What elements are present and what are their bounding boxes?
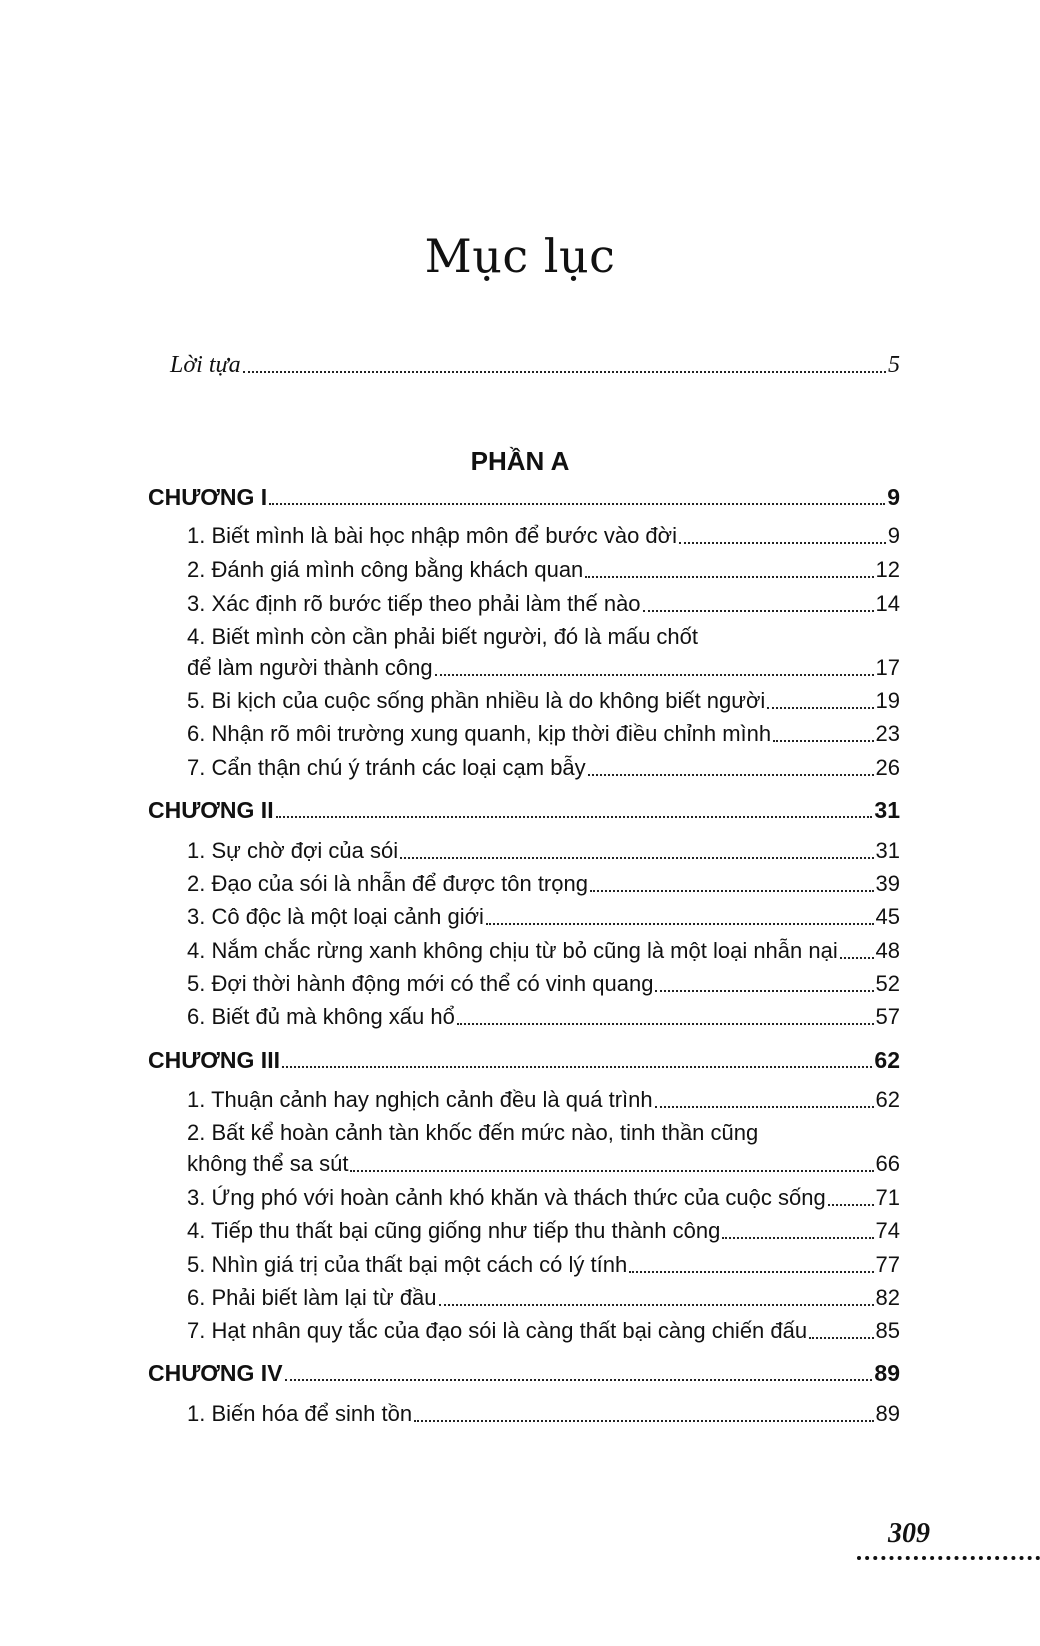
leader-dots <box>588 774 874 776</box>
leader-dots <box>285 1379 873 1381</box>
toc-entry[interactable] <box>187 1085 900 1115</box>
toc-entry[interactable] <box>187 1399 900 1429</box>
leader-dots <box>655 990 873 992</box>
toc-page: 48 <box>875 938 900 963</box>
toc-page: 66 <box>875 1151 900 1176</box>
leader-dots <box>590 890 874 892</box>
toc-label: 5. Bi kịch của cuộc sống phần nhiều là do không biết người <box>187 688 766 713</box>
leader-dots <box>773 740 873 742</box>
toc-label: 1. Biết mình là bài học nhập môn để bước vào đời <box>187 523 677 548</box>
toc-label: không thể sa sút <box>187 1151 349 1176</box>
part-heading: PHẦN A <box>470 446 570 476</box>
toc-page: 19 <box>875 688 900 713</box>
leader-dots <box>629 1271 873 1273</box>
leader-dots <box>828 1204 874 1206</box>
toc-page: 12 <box>875 557 900 582</box>
toc-page: 62 <box>875 1087 900 1112</box>
toc-entry[interactable] <box>187 936 900 966</box>
toc-entry[interactable] <box>187 753 900 783</box>
leader-dots <box>585 576 873 578</box>
toc-label: CHƯƠNG II <box>148 797 274 823</box>
toc-entry[interactable] <box>187 1283 900 1313</box>
toc-entry[interactable] <box>187 686 900 716</box>
toc-label: 4. Nắm chắc rừng xanh không chịu từ bỏ cũng là một loại nhẫn nại <box>187 938 838 963</box>
toc-entry[interactable] <box>187 521 900 551</box>
toc-page: 82 <box>875 1285 900 1310</box>
leader-dots <box>282 1066 872 1068</box>
toc-page: 14 <box>875 591 900 616</box>
toc-page: 62 <box>874 1047 900 1073</box>
toc-page: 77 <box>875 1252 900 1277</box>
toc-label: 2. Đánh giá mình công bằng khách quan <box>187 557 584 582</box>
toc-label: để làm người thành công <box>187 655 433 680</box>
footer-dots <box>857 1556 1040 1560</box>
toc-page: 9 <box>887 523 900 548</box>
toc-entry[interactable] <box>187 836 900 866</box>
toc-label: 4. Tiếp thu thất bại cũng giống như tiếp thu thành công <box>187 1218 721 1243</box>
leader-dots <box>414 1420 873 1422</box>
leader-dots <box>269 503 885 505</box>
leader-dots <box>439 1304 874 1306</box>
toc-entry[interactable] <box>187 869 900 899</box>
toc-page: 85 <box>875 1318 900 1343</box>
toc-page: 23 <box>875 721 900 746</box>
leader-dots <box>679 542 886 544</box>
toc-entry-line1[interactable]: 2. Bất kể hoàn cảnh tàn khốc đến mức nào, tinh thần cũng <box>187 1120 759 1145</box>
toc-page: 74 <box>875 1218 900 1243</box>
toc-page: 31 <box>874 797 900 823</box>
toc-entry[interactable] <box>187 1216 900 1246</box>
toc-label: 1. Biến hóa để sinh tồn <box>187 1401 413 1426</box>
leader-dots <box>276 816 873 818</box>
toc-label: 3. Cô độc là một loại cảnh giới <box>187 904 484 929</box>
toc-chapter-2[interactable] <box>148 795 900 825</box>
toc-page: 5 <box>888 352 900 378</box>
leader-dots <box>457 1023 874 1025</box>
toc-page: 57 <box>875 1004 900 1029</box>
leader-dots <box>722 1237 873 1239</box>
toc-preface[interactable] <box>170 350 900 380</box>
toc-label: 5. Đợi thời hành động mới có thể có vinh quang <box>187 971 654 996</box>
toc-chapter-1[interactable] <box>148 482 900 512</box>
toc-page: 45 <box>875 904 900 929</box>
toc-page: 71 <box>875 1185 900 1210</box>
toc-page: 39 <box>875 871 900 896</box>
toc-label: 6. Biết đủ mà không xấu hổ <box>187 1004 455 1029</box>
toc-entry[interactable] <box>187 653 900 683</box>
toc-entry[interactable] <box>187 1250 900 1280</box>
leader-dots <box>809 1337 873 1339</box>
toc-page: 89 <box>874 1360 900 1386</box>
toc-entry[interactable] <box>187 969 900 999</box>
toc-entry[interactable] <box>187 719 900 749</box>
leader-dots <box>486 923 874 925</box>
toc-chapter-3[interactable] <box>148 1045 900 1075</box>
toc-label: Lời tựa <box>170 352 241 378</box>
toc-chapter-4[interactable] <box>148 1358 900 1388</box>
toc-label: 6. Nhận rõ môi trường xung quanh, kịp thời điều chỉnh mình <box>187 721 772 746</box>
toc-entry[interactable] <box>187 1002 900 1032</box>
toc-label: 1. Sự chờ đợi của sói <box>187 838 399 863</box>
toc-label: 3. Xác định rõ bước tiếp theo phải làm thế nào <box>187 591 641 616</box>
toc-entry-line1[interactable]: 4. Biết mình còn cần phải biết người, đó là mấu chốt <box>187 624 699 649</box>
toc-label: 6. Phải biết làm lại từ đầu <box>187 1285 437 1310</box>
toc-label: 2. Đạo của sói là nhẫn để được tôn trọng <box>187 871 588 896</box>
toc-entry[interactable] <box>187 1183 900 1213</box>
page-number: 309 <box>888 1518 930 1549</box>
toc-label: 7. Cẩn thận chú ý tránh các loại cạm bẫy <box>187 755 586 780</box>
leader-dots <box>350 1170 873 1172</box>
page-title: Mục lục <box>424 229 616 283</box>
toc-page: 26 <box>875 755 900 780</box>
toc-page: 52 <box>875 971 900 996</box>
toc-label: 5. Nhìn giá trị của thất bại một cách có lý tính <box>187 1252 628 1277</box>
leader-dots <box>400 857 873 859</box>
toc-label: CHƯƠNG III <box>148 1047 280 1073</box>
toc-entry[interactable] <box>187 1149 900 1179</box>
toc-entry[interactable] <box>187 1316 900 1346</box>
toc-label: 7. Hạt nhân quy tắc của đạo sói là càng thất bại càng chiến đấu <box>187 1318 808 1343</box>
leader-dots <box>840 957 874 959</box>
toc-entry[interactable] <box>187 555 900 585</box>
leader-dots <box>767 707 873 709</box>
toc-page: 31 <box>875 838 900 863</box>
toc-entry[interactable] <box>187 589 900 619</box>
leader-dots <box>435 674 874 676</box>
leader-dots <box>643 610 874 612</box>
toc-page: 17 <box>875 655 900 680</box>
toc-label: CHƯƠNG I <box>148 484 268 510</box>
toc-label: CHƯƠNG IV <box>148 1360 283 1386</box>
toc-label: 3. Ứng phó với hoàn cảnh khó khăn và thách thức của cuộc sống <box>187 1185 826 1210</box>
toc-page: 9 <box>887 484 900 510</box>
toc-page: 89 <box>875 1401 900 1426</box>
leader-dots <box>655 1106 874 1108</box>
toc-label: 1. Thuận cảnh hay nghịch cảnh đều là quá trình <box>187 1087 653 1112</box>
leader-dots <box>243 371 886 373</box>
toc-entry[interactable] <box>187 902 900 932</box>
